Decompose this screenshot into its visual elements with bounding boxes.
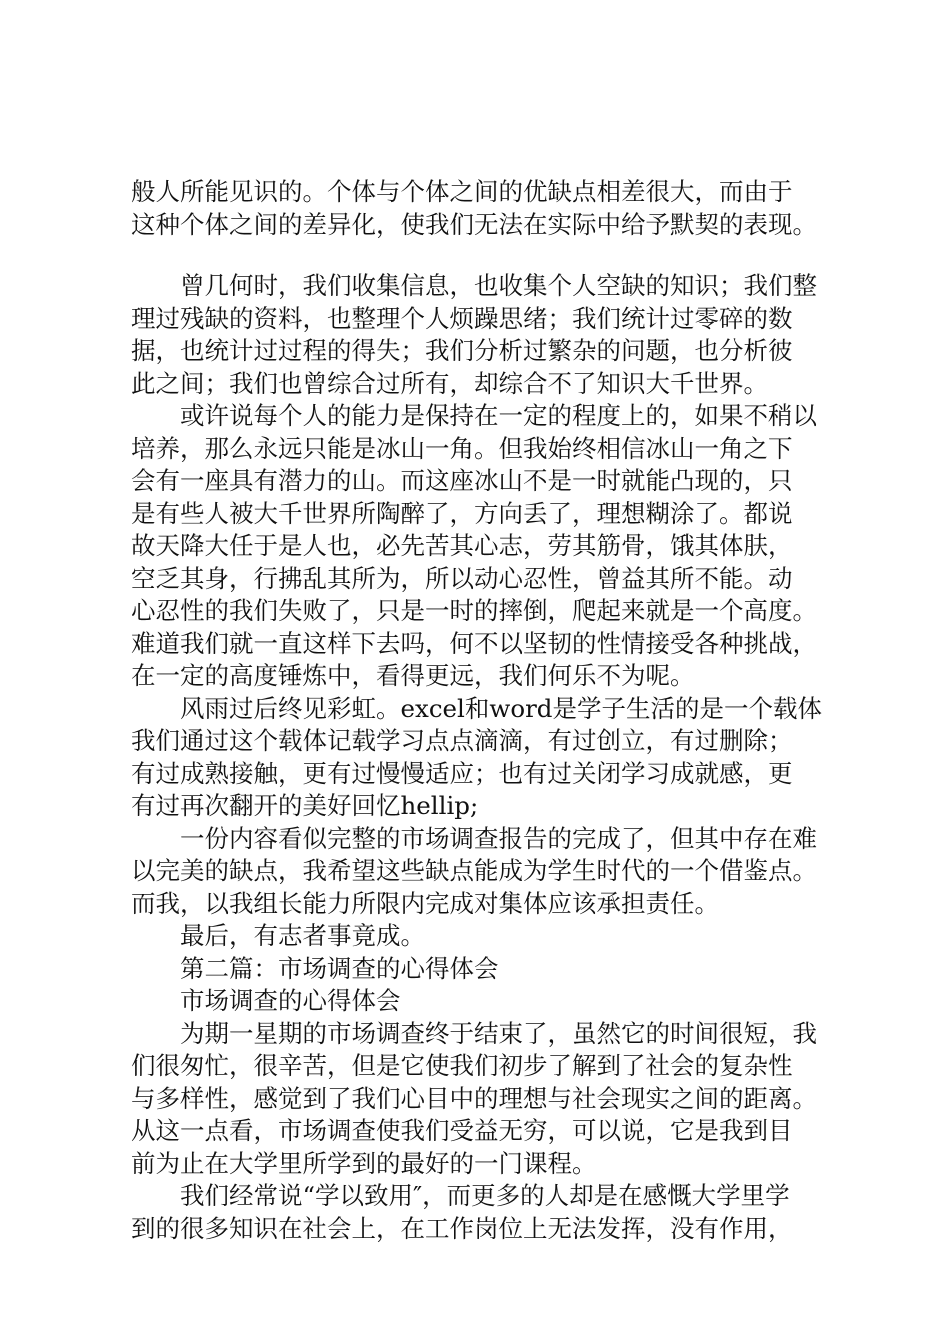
text-line: 心忍性的我们失败了，只是一时的摔倒，爬起来就是一个高度。 xyxy=(131,596,817,625)
text-line: 在一定的高度锤炼中，看得更远，我们何乐不为呢。 xyxy=(131,661,695,690)
text-line: 故天降大任于是人也，必先苦其心志，劳其筋骨，饿其体肤， xyxy=(131,531,793,560)
text-line: 空乏其身，行拂乱其所为，所以动心忍性，曾益其所不能。动 xyxy=(131,563,793,593)
text-line: 们很匆忙，很辛苦，但是它使我们初步了解到了社会的复杂性 xyxy=(131,1051,793,1080)
text-line: 有过成熟接触，更有过慢慢适应；也有过关闭学习成就感，更 xyxy=(131,758,793,788)
text-line: 前为止在大学里所学到的最好的一门课程。 xyxy=(131,1148,597,1178)
text-line: 我们通过这个载体记载学习点点滴滴，有过创立，有过删除； xyxy=(131,726,793,755)
paragraph-first-line: 一份内容看似完整的市场调查报告的完成了，但其中存在难 xyxy=(180,823,817,853)
text-line: 会有一座具有潜力的山。而这座冰山不是一时就能凸现的，只 xyxy=(131,466,793,495)
paragraph-first-line: 第二篇：市场调查的心得体会 xyxy=(180,953,499,983)
text-line: 据，也统计过过程的得失；我们分析过繁杂的问题，也分析彼 xyxy=(131,336,793,365)
text-line: 而我，以我组长能力所限内完成对集体应该承担责任。 xyxy=(131,888,719,918)
text-line: 般人所能见识的。个体与个体之间的优缺点相差很大，而由于 xyxy=(131,177,793,206)
text-line: 这种个体之间的差异化，使我们无法在实际中给予默契的表现。 xyxy=(131,209,817,239)
text-line: 此之间；我们也曾综合过所有，却综合不了知识大千世界。 xyxy=(131,368,768,398)
text-line: 到的很多知识在社会上，在工作岗位上无法发挥，没有作用， xyxy=(131,1213,793,1243)
paragraph-first-line: 市场调查的心得体会 xyxy=(180,986,401,1015)
text-line: 从这一点看，市场调查使我们受益无穷，可以说，它是我到目 xyxy=(131,1116,793,1145)
paragraph-first-line: 我们经常说“学以致用″，而更多的人却是在感慨大学里学 xyxy=(180,1181,790,1210)
paragraph-first-line: 曾几何时，我们收集信息，也收集个人空缺的知识；我们整 xyxy=(180,271,817,300)
text-line: 是有些人被大千世界所陶醉了，方向丢了，理想糊涂了。都说 xyxy=(131,498,793,528)
text-line: 理过残缺的资料，也整理个人烦躁思绪；我们统计过零碎的数 xyxy=(131,303,793,333)
text-line: 与多样性，感觉到了我们心目中的理想与社会现实之间的距离。 xyxy=(131,1083,817,1113)
paragraph-first-line: 最后，有志者事竟成。 xyxy=(180,921,425,950)
document-body xyxy=(131,270,841,1245)
paragraph-first-line: 风雨过后终见彩虹。excel和word是学子生活的是一个载体 xyxy=(180,693,822,723)
text-line: 以完美的缺点，我希望这些缺点能成为学生时代的一个借鉴点。 xyxy=(131,856,817,885)
paragraph-continuation xyxy=(131,176,841,241)
paragraph-first-line: 为期一星期的市场调查终于结束了，虽然它的时间很短，我 xyxy=(180,1018,817,1048)
text-line: 有过再次翻开的美好回忆hellip; xyxy=(131,791,479,820)
text-line: 培养，那么永远只能是冰山一角。但我始终相信冰山一角之下 xyxy=(131,433,793,463)
text-line: 难道我们就一直这样下去吗，何不以坚韧的性情接受各种挑战， xyxy=(131,628,817,658)
paragraph-first-line: 或许说每个人的能力是保持在一定的程度上的，如果不稍以 xyxy=(180,401,817,430)
